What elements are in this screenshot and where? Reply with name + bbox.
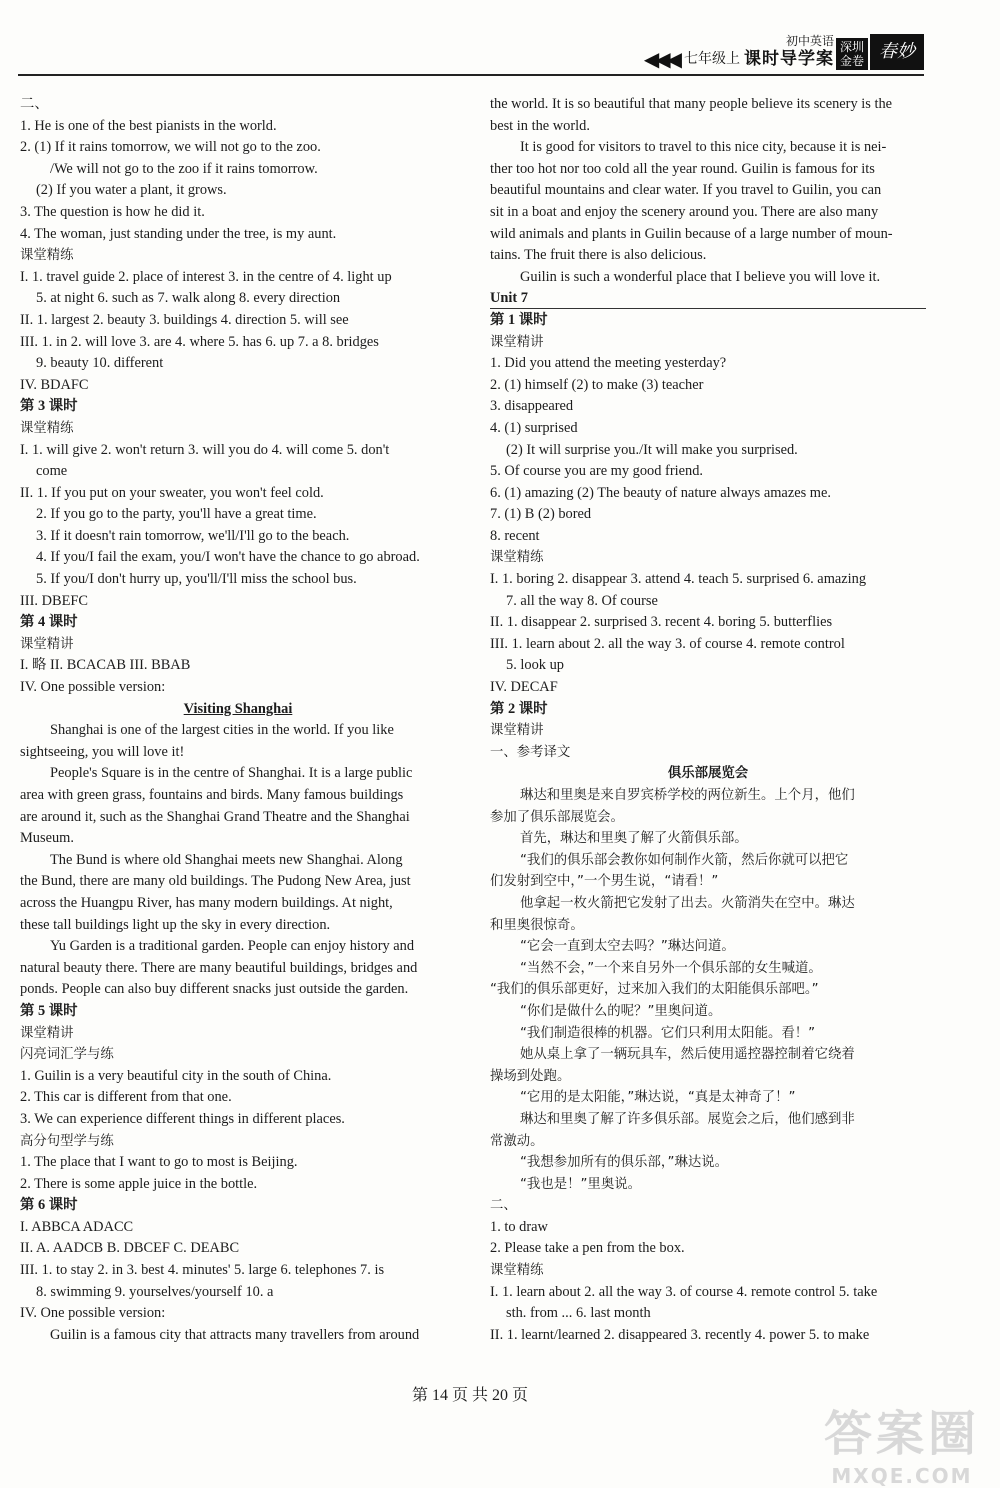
chinese-line: 课堂精讲 [490,723,544,739]
text-line: sightseeing, you will love it! [20,743,185,760]
text-line: I. 1. learn about 2. all the way 3. of course 4. remote control 5. take [490,1283,878,1300]
chinese-paragraph-line: 他拿起一枚火箭把它发射了出去。火箭消失在空中。琳达 [520,895,855,911]
unit-heading: Unit 7 [490,290,528,307]
chinese-line: 课堂精讲 [20,1025,74,1041]
text-line: sit in a boat and enjoy the scenery around you. There are also many [490,203,879,220]
text-line: are around it, such as the Shanghai Grand Theatre and the Shanghai [20,808,410,825]
chinese-paragraph-line: 琳达和里奥了解了许多俱乐部。展览会之后，他们感到非 [520,1111,855,1127]
paragraph-line: Shanghai is one of the largest cities in the world. If you like [50,722,394,739]
chinese-line: 参加了俱乐部展览会。 [490,809,624,825]
unit-rule [490,308,926,309]
paragraph-line: Yu Garden is a traditional garden. People can enjoy history and [50,938,415,955]
chinese-paragraph-line: “我们的俱乐部会教你如何制作火箭，然后你就可以把它 [520,852,849,868]
lesson-heading: 第 3 课时 [20,398,78,415]
text-line: 4. If you/I fail the exam, you/I won't have the chance to go abroad. [36,549,420,566]
subject-label: 初中英语 [785,34,834,48]
header-rule [18,74,924,76]
text-line: I. 1. will give 2. won't return 3. will you do 4. will come 5. don't [20,441,390,458]
chinese-line: 课堂精练 [490,1263,544,1279]
text-line: 2. If you go to the party, you'll have a great time. [36,506,317,523]
text-line: IV. DECAF [490,679,558,696]
text-line: 二、 [20,96,49,112]
text-line: natural beauty there. There are many beautiful buildings, bridges and [20,959,418,976]
text-line: wild animals and plants in Guilin because of a large number of moun- [490,225,893,242]
text-line: beautiful mountains and clear water. If you travel to Guilin, you can [490,182,882,199]
text-line: 3. We can experience different things in different places. [20,1110,345,1127]
text-line: III. 1. to stay 2. in 3. best 4. minutes' 5. large 6. telephones 7. is [20,1262,385,1279]
text-line: 4. The woman, just standing under the tree, is my aunt. [20,225,337,242]
chinese-paragraph-line: “当然不会，”一个来自另外一个俱乐部的女生喊道。 [520,960,822,976]
text-line: 1. The place that I want to go to most is Beijing. [20,1154,298,1171]
lesson-heading: 第 1 课时 [490,311,548,328]
paragraph-line: It is good for visitors to travel to this nice city, because it is nei- [520,139,887,156]
text-line: III. 1. learn about 2. all the way 3. of course 4. remote control [490,635,845,652]
paragraph-line: /We will not go to the zoo if it rains tomorrow. [50,160,318,177]
page-number: 第 14 页 共 20 页 [411,1387,528,1404]
brand-title-group [744,34,834,70]
chinese-line: 操场到处跑。 [490,1068,571,1084]
text-line: 7. (1) B (2) bored [490,506,592,523]
text-line: II. 1. learnt/learned 2. disappeared 3. recently 4. power 5. to make [490,1326,870,1343]
text-line: across the Huangpu River, has many modern buildings. At night, [20,894,393,911]
chinese-paragraph-line: “我也是！”里奥说。 [520,1176,641,1192]
text-line: III. DBEFC [20,592,88,609]
text-line: IV. One possible version: [20,679,166,696]
text-line: 1. to draw [490,1218,548,1235]
text-line: II. 1. disappear 2. surprised 3. recent 4. boring 5. butterflies [490,614,833,631]
text-line: I. 1. travel guide 2. place of interest 3. in the centre of 4. light up [20,268,392,285]
text-line: 7. all the way 8. Of course [506,592,658,609]
chinese-paragraph-line: 首先，琳达和里奥了解了火箭俱乐部。 [520,831,748,847]
text-line: 5. at night 6. such as 7. walk along 8. every direction [36,290,341,307]
grade-label: 七年级上 [684,51,740,67]
text-line: II. 1. largest 2. beauty 3. buildings 4. direction 5. will see [20,311,349,328]
brand-box-label: 深圳金卷 [836,38,868,70]
chinese-paragraph-line: “我想参加所有的俱乐部，”琳达说。 [520,1155,729,1171]
text-line: I. 略 II. BCACAB III. BBAB [20,657,191,674]
chinese-paragraph-line: “它会一直到太空去吗？”琳达问道。 [520,939,735,955]
text-line: sth. from ... 6. last month [506,1305,651,1322]
text-line: 1. Did you attend the meeting yesterday? [490,355,727,372]
chinese-line: 课堂精讲 [490,334,544,350]
text-line: best in the world. [490,117,590,134]
text-line: (2) If you water a plant, it grows. [36,182,227,199]
lesson-heading: 第 4 课时 [20,614,78,631]
chinese-paragraph-line: 她从桌上拿了一辆玩具车，然后使用遥控器控制着它绕着 [520,1047,855,1063]
chinese-line: 高分句型学与练 [20,1133,114,1149]
watermark [824,1395,980,1488]
text-line: 8. recent [490,527,540,544]
chinese-line: 们发射到空中，”一个男生说，“请看！” [490,874,719,890]
left-column [20,94,456,1346]
text-line: 5. look up [506,657,564,674]
text-line: 1. Guilin is a very beautiful city in the south of China. [20,1067,332,1084]
chinese-line: 课堂精练 [20,248,74,264]
text-line: III. 1. in 2. will love 3. are 4. where 5. has 6. up 7. a 8. bridges [20,333,379,350]
text-line: 2. There is some apple juice in the bottle. [20,1175,258,1192]
text-line: 8. swimming 9. yourselves/yourself 10. a [36,1283,274,1300]
text-line: 2. (1) If it rains tomorrow, we will not go to the zoo. [20,139,321,156]
text-line: IV. BDAFC [20,376,89,393]
chinese-line: 课堂精练 [490,550,544,566]
chinese-paragraph-line: “我们制造很棒的机器。它们只利用太阳能。看！” [520,1025,816,1041]
series-title: 课时导学案 [744,49,834,69]
chinese-line: 二、 [490,1198,517,1214]
text-line: IV. One possible version: [20,1305,166,1322]
text-line: 5. If you/I don't hurry up, you'll/I'll miss the school bus. [36,571,357,588]
essay-title: Visiting Shanghai [183,700,293,717]
chinese-line: 课堂精讲 [20,636,74,652]
chinese-line: 和里奥很惊奇。 [490,917,584,933]
text-line: tains. The fruit there is also delicious. [490,247,707,264]
translation-title: 俱乐部展览会 [667,766,749,782]
arrows-icon: ◀◀◀ [643,47,678,71]
text-line: 1. He is one of the best pianists in the world. [20,117,277,134]
text-line: 4. (1) surprised [490,419,578,436]
chinese-line: “我们的俱乐部更好，过来加入我们的太阳能俱乐部吧。” [490,982,819,998]
paragraph-line: People's Square is in the centre of Shanghai. It is a large public [50,765,413,782]
text-line: 3. disappeared [490,398,574,415]
text-line: 6. (1) amazing (2) The beauty of nature always amazes me. [490,484,831,501]
watermark-title: 答案圈 [823,1406,980,1462]
brand-header [644,30,924,70]
chinese-line: 一、参考译文 [490,744,571,760]
chinese-paragraph-line: “它用的是太阳能，”琳达说，“真是太神奇了！” [520,1090,796,1106]
chinese-line: 闪亮词汇学与练 [20,1047,114,1063]
text-line: 2. This car is different from that one. [20,1089,232,1106]
text-line: area with green grass, fountains and birds. Many famous buildings [20,787,404,803]
text-line: Museum. [20,830,74,847]
text-line: 9. beauty 10. different [36,355,164,372]
text-line: II. A. AADCB B. DBCEF C. DEABC [20,1240,240,1257]
paragraph-line: Guilin is such a wonderful place that I believe you will love it. [520,268,881,285]
publisher-logo: 春妙 [870,34,924,70]
text-line: 2. Please take a pen from the box. [490,1240,685,1257]
text-line: II. 1. If you put on your sweater, you won't feel cold. [20,484,324,501]
right-column [490,94,926,1346]
text-line: these tall buildings light up the sky in every direction. [20,916,331,933]
lesson-heading: 第 6 课时 [20,1197,78,1214]
chinese-paragraph-line: “你们是做什么的呢？”里奥问道。 [520,1003,722,1019]
text-line: ponds. People can also buy different snacks just outside the garden. [20,981,409,998]
text-line: the world. It is so beautiful that many people believe its scenery is the [490,96,893,112]
text-line: I. 1. boring 2. disappear 3. attend 4. teach 5. surprised 6. amazing [490,571,867,588]
text-line: 2. (1) himself (2) to make (3) teacher [490,376,704,393]
lesson-heading: 第 5 课时 [20,1002,78,1019]
text-line: 3. The question is how he did it. [20,203,205,220]
paragraph-line: Guilin is a famous city that attracts many travellers from around [50,1326,420,1343]
lesson-heading: 第 2 课时 [490,700,548,717]
text-line: (2) It will surprise you./It will make you surprised. [506,441,798,458]
chinese-paragraph-line: 琳达和里奥是来自罗宾桥学校的两位新生。上个月，他们 [520,788,855,803]
text-line: I. ABBCA ADACC [20,1218,134,1235]
text-line: the Bund, there are many old buildings. The Pudong New Area, just [20,873,411,890]
watermark-url: MXQE.COM [831,1464,973,1488]
text-line: come [36,463,68,480]
text-line: ther too hot nor too cold all the year round. Guilin is famous for its [490,160,875,177]
text-line: 3. If it doesn't rain tomorrow, we'll/I'll go to the beach. [36,527,350,544]
paragraph-line: The Bund is where old Shanghai meets new Shanghai. Along [50,851,403,868]
chinese-line: 课堂精练 [20,420,74,436]
text-line: 5. Of course you are my good friend. [490,463,703,480]
chinese-line: 常激动。 [490,1133,544,1149]
